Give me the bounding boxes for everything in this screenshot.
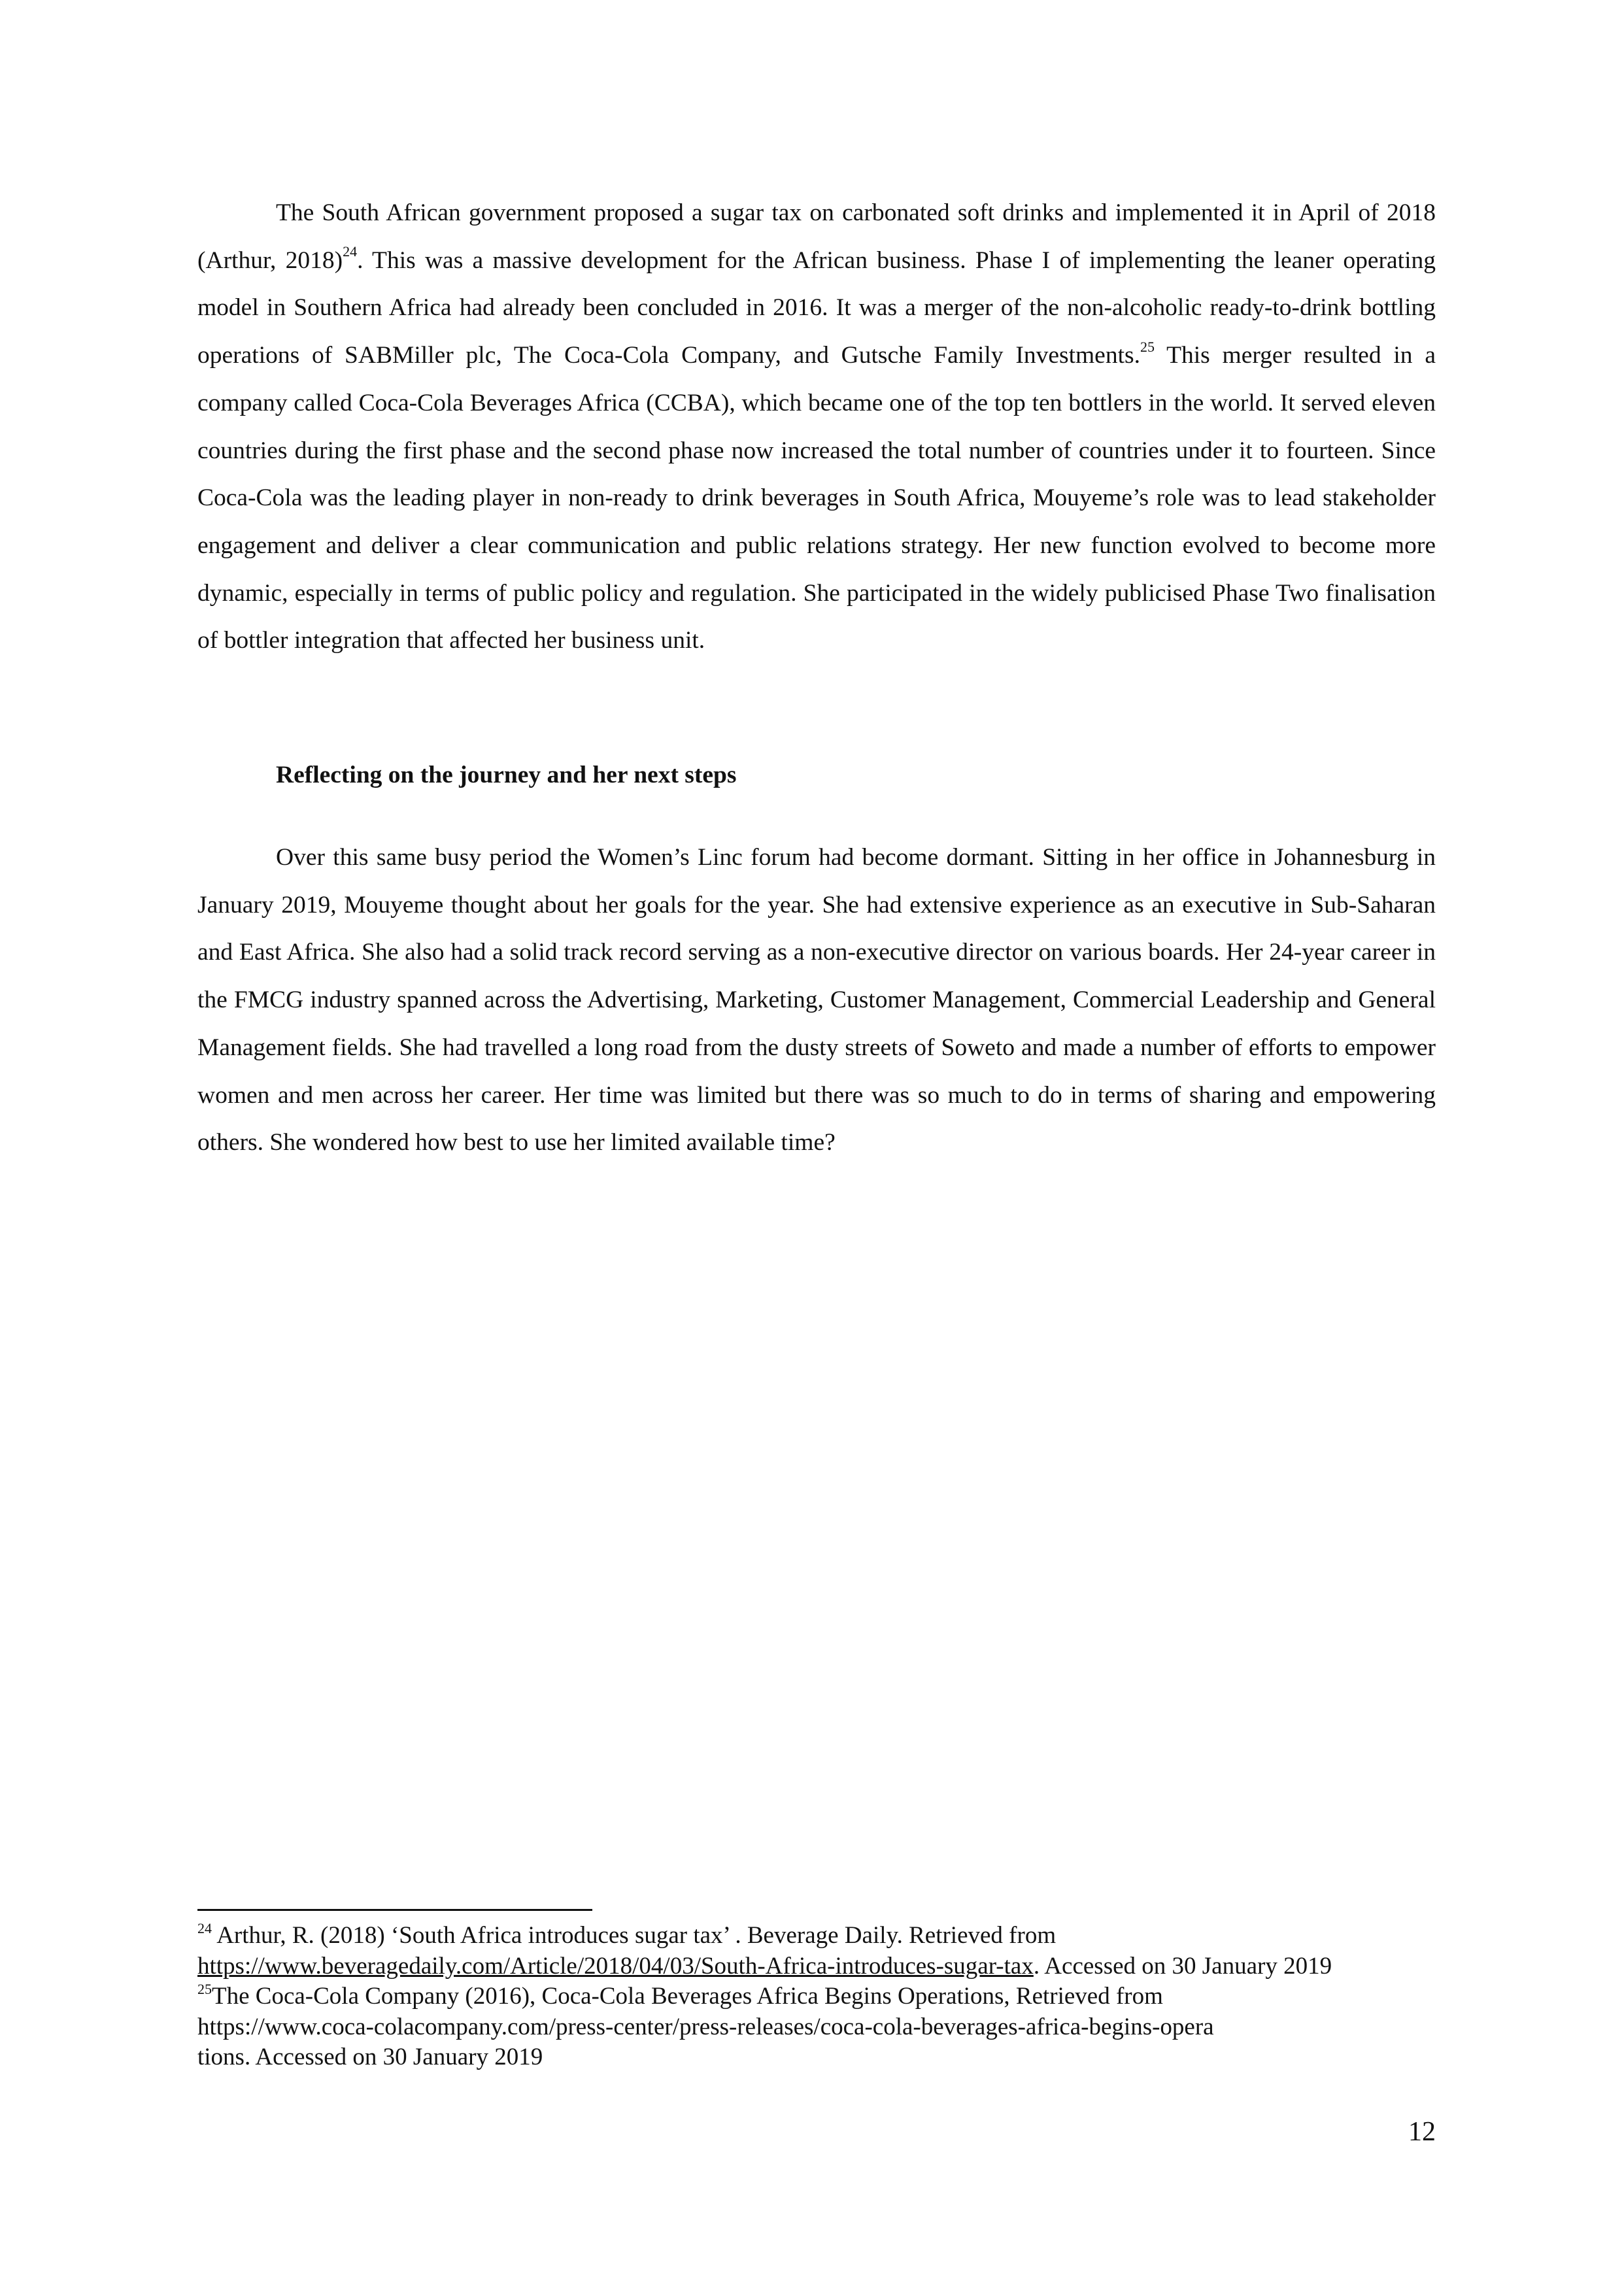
footnote-text: . Accessed on 30 January 2019 (1033, 1952, 1332, 1980)
section-heading: Reflecting on the journey and her next steps (276, 762, 737, 788)
footnote-24 (197, 1921, 1436, 1982)
footnote-number: 24 (197, 1919, 212, 1936)
footnote-reference-24[interactable]: 24 (343, 243, 358, 260)
body-paragraph-reflection: Over this same busy period the Women’s Linc forum had become dormant. Sitting in her office in Johannesburg in January 2019, Mouyeme thought about her goals for the year. She had extensive experience as an executive in Sub-Saharan and East Africa. She also had a solid track record serving as a non-executive director on various boards. Her 24-year career in the FMCG industry spanned across the Advertising, Marketing, Customer Management, Commercial Leadership and General Management fields. She had travelled a long road from the dusty streets of Soweto and made a number of efforts to empower women and men across her career. Her time was limited but there was so much to do in terms of sharing and empowering others. She wondered how best to use her limited available time? (197, 844, 1436, 1156)
paragraph-text: The South African government proposed a sugar tax on carbonated soft drinks and implemented it in April of 2018 (Arthur, 2018) (197, 199, 1436, 274)
footnote-text: Arthur, R. (2018) ‘South Africa introduces sugar tax’ . Beverage Daily. Retrieved from (212, 1922, 1057, 1949)
footnote-text: tions. Accessed on 30 January 2019 (197, 2044, 543, 2070)
body-paragraph-sugar-tax (197, 190, 1436, 665)
footnotes-section (197, 1921, 1436, 2073)
footnote-number: 25 (197, 1980, 212, 1997)
footnote-url-link[interactable]: https://www.beveragedaily.com/Article/2018/04/03/South-Africa-introduces-sugar-tax (197, 1952, 1034, 1980)
paragraph-text: . This was a massive development for the African business. Phase I of implementing the leaner operating model in Southern Africa had already been concluded in 2016. It was a merger of the non-alcoholic ready-to-drink bottling operations of SABMiller plc, The Coca-Cola Company, and Gutsche Family Investments. (197, 246, 1436, 369)
footnote-reference-25[interactable]: 25 (1140, 338, 1155, 355)
footnote-text: The Coca-Cola Company (2016), Coca-Cola Beverages Africa Begins Operations, Retrieved from (212, 1983, 1163, 2010)
footnote-25 (197, 1982, 1436, 2073)
page-number: 12 (1408, 2117, 1436, 2147)
footnote-url: https://www.coca-colacompany.com/press-center/press-releases/coca-cola-beverages-africa-begins-opera (197, 2013, 1214, 2040)
paragraph-text: This merger resulted in a company called Coca-Cola Beverages Africa (CCBA), which became one of the top ten bottlers in the world. It served eleven countries during the first phase and the second phase now increased the total number of countries under it to fourteen. Since Coca-Cola was the leading player in non-ready to drink beverages in South Africa, Mouyeme’s role was to lead stakeholder engagement and deliver a clear communication and public relations strategy. Her new function evolved to become more dynamic, especially in terms of public policy and regulation. She participated in the widely publicised Phase Two finalisation of bottler integration that affected her business unit. (197, 342, 1436, 654)
footnote-divider (197, 1909, 592, 1911)
